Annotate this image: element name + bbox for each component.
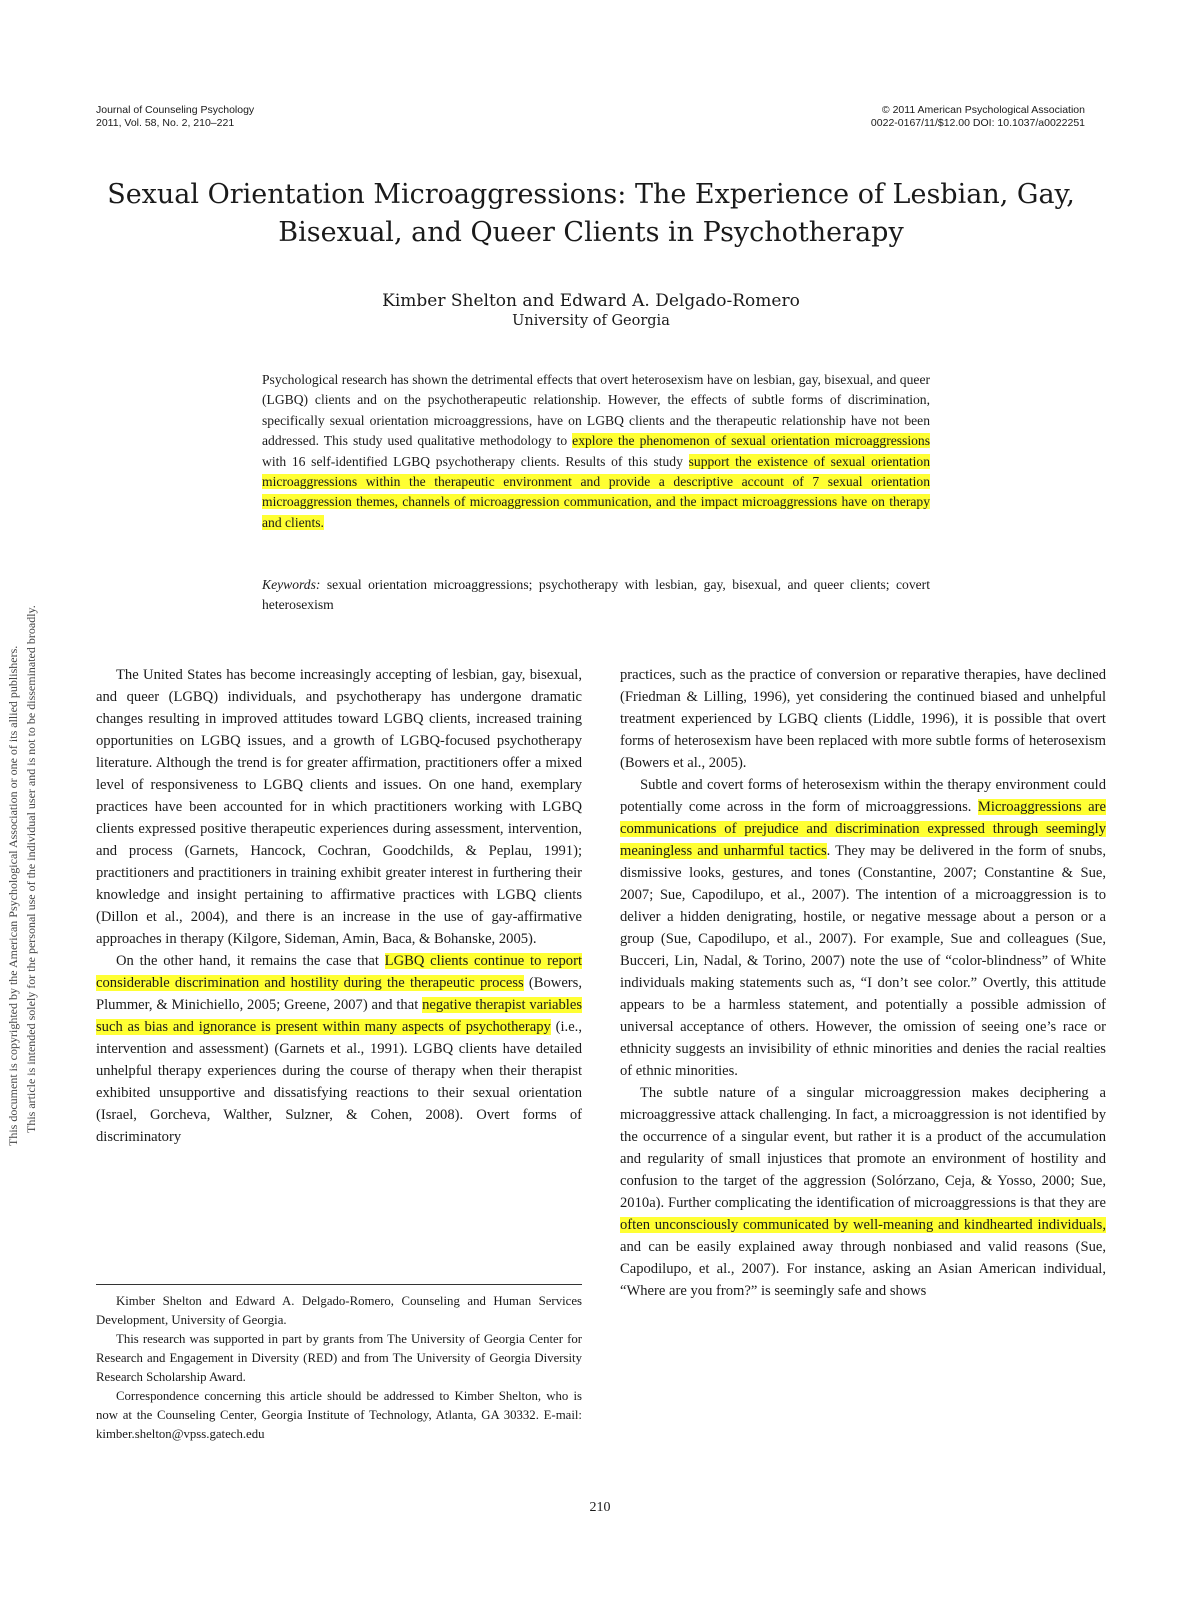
keywords-text: sexual orientation microaggressions; psychotherapy with lesbian, gay, bisexual, and queer clients; covert heterosexism — [262, 577, 930, 613]
body-text: (Bowers, Plummer, & Minichiello, 2005; Greene, 2007) and that — [96, 975, 582, 1013]
journal-volume: 2011, Vol. 58, No. 2, 210–221 — [96, 117, 235, 129]
authors: Kimber Shelton and Edward A. Delgado-Romero — [382, 291, 800, 311]
title-line-2: Bisexual, and Queer Clients in Psychotherapy — [278, 217, 904, 248]
journal-name: Journal of Counseling Psychology — [96, 104, 255, 116]
abstract-text-1: Psychological research has shown the detrimental effects that overt heterosexism have on lesbian, gay, bisexual, and queer (LGBQ) clients and on the psychotherapeutic relationship. However, the effects of subtle forms of discrimination, specifically sexual orientation microaggressions, have on LGBQ clients and the therapeutic relationship have not been addressed. This study used qualitative methodology to — [262, 372, 930, 449]
page-number: 210 — [589, 1500, 611, 1515]
body-text: Subtle and covert forms of heterosexism within the therapy environment could potentially come across in the form of microaggressions. — [620, 777, 1106, 815]
copyright-header — [871, 104, 1085, 130]
highlight: Microaggressions are communications of prejudice and discrimination expressed through seemingly meaningless and unharmful tactics — [620, 799, 1106, 859]
abstract — [262, 370, 930, 533]
keywords — [262, 575, 930, 616]
title-line-1: Sexual Orientation Microaggressions: The Experience of Lesbian, Gay, — [107, 179, 1075, 210]
body-paragraph — [620, 774, 1106, 1082]
highlight: LGBQ clients continue to report considerable discrimination and hostility during the therapeutic process — [96, 953, 582, 991]
abstract-highlight-1: explore the phenomenon of sexual orientation microaggressions — [572, 433, 930, 449]
body-text: The subtle nature of a singular microaggression makes deciphering a microaggressive attack challenging. In fact, a microaggression is not identified by the occurrence of a singular event, but rather it is a product of the accumulation and regularity of small injustices that promote an environment of hostility and confusion to the target of the aggression (Solórzano, Ceja, & Yosso, 2000; Sue, 2010a). Further complicating the identification of microaggressions is that they are — [620, 1085, 1106, 1211]
doi: 0022-0167/11/$12.00 DOI: 10.1037/a0022251 — [870, 117, 1085, 129]
footnote-divider — [96, 1284, 582, 1285]
copyright-notice: © 2011 American Psychological Association — [881, 104, 1085, 116]
footnote: Correspondence concerning this article should be addressed to Kimber Shelton, who is now at the Counseling Center, Georgia Institute of Technology, Atlanta, GA 30332. E-mail: kimber.shelton@vpss.gatech.edu — [96, 1389, 582, 1441]
body-left-column — [96, 664, 582, 1148]
body-text: and can be easily explained away through nonbiased and valid reasons (Sue, Capodilupo, et al., 2007). For instance, asking an Asian American individual, “Where are you from?” is seemingly safe and shows — [620, 1239, 1106, 1299]
article-title — [96, 176, 1086, 252]
side-copyright-note — [0, 0, 38, 1146]
keywords-label: Keywords: — [262, 577, 321, 592]
journal-header — [96, 104, 254, 130]
side-note-line-1: This document is copyrighted by the American Psychological Association or one of its allied publishers. — [6, 645, 20, 1146]
body-right-column — [620, 664, 1106, 1302]
abstract-highlight-2: support the existence of sexual orientation microaggressions within the therapeutic environment and provide a descriptive account of 7 sexual orientation microaggression themes, channels of microaggression communication, and the impact microaggressions have on therapy and clients. — [262, 453, 930, 530]
highlight: often unconsciously communicated by well-meaning and kindhearted individuals, — [620, 1217, 1106, 1233]
affiliation: University of Georgia — [512, 313, 670, 329]
body-text: . They may be delivered in the form of snubs, dismissive looks, gestures, and tones (Constantine, 2007; Constantine & Sue, 2007; Sue, Capodilupo, et al., 2007). The intention of a microaggression is to deliver a hidden denigrating, hostile, or negative message about a person or a group (Sue, Capodilupo, et al., 2007). For example, Sue and colleagues (Sue, Bucceri, Lin, Nadal, & Torino, 2007) note the use of “color-blindness” of White individuals making statements such as, “I don’t see color.” Overtly, this attitude appears to be a harmless statement, and potentially a possible admission of universal acceptance of others. However, the omission of seeing one’s race or ethnicity suggests an invisibility of ethnic minorities and denies the racial realties of ethnic minorities. — [620, 843, 1106, 1079]
side-note-line-2: This article is intended solely for the personal use of the individual user and is not to be disseminated broadly. — [24, 605, 38, 1133]
highlight: negative therapist variables such as bias and ignorance is present within many aspects of psychotherapy — [96, 997, 583, 1035]
footnotes — [96, 1292, 582, 1444]
body-paragraph — [620, 1082, 1106, 1302]
body-paragraph: The United States has become increasingly accepting of lesbian, gay, bisexual, and queer (LGBQ) individuals, and psychotherapy has undergone dramatic changes resulting in improved attitudes toward LGBQ clients, increased training opportunities on LGBQ issues, and a growth of LGBQ-focused psychotherapy literature. Although the trend is for greater affirmation, practitioners offer a mixed level of responsiveness to LGBQ clients and issues. On one hand, exemplary practices have been accounted for in which practitioners working with LGBQ clients expressed positive therapeutic experiences during assessment, intervention, and process (Garnets, Hancock, Cochran, Goodchilds, & Peplau, 1991); practitioners and practitioners in training exhibit greater interest in furthering their knowledge and insight pertaining to affirmative practices with LGBQ clients (Dillon et al., 2004), and there is an increase in the use of gay-affirmative approaches in therapy (Kilgore, Sideman, Amin, Baca, & Bohanske, 2005). — [96, 667, 582, 947]
body-text: On the other hand, it remains the case that — [116, 953, 385, 969]
footnote: This research was supported in part by grants from The University of Georgia Center for Research and Engagement in Diversity (RED) and from The University of Georgia Diversity Research Scholarship Award. — [96, 1332, 582, 1384]
body-text: (i.e., intervention and assessment) (Garnets et al., 1991). LGBQ clients have detailed unhelpful therapy experiences during the course of therapy when their therapist exhibited unsupportive and dissatisfying reactions to their sexual orientation (Israel, Gorcheva, Walther, Sulzner, & Cohen, 2008). Overt forms of discriminatory — [96, 1019, 582, 1145]
body-paragraph — [96, 950, 582, 1148]
body-paragraph: practices, such as the practice of conversion or reparative therapies, have declined (Friedman & Lilling, 1996), yet considering the continued biased and unhelpful treatment experienced by LGBQ clients (Liddle, 1996), it is possible that overt forms of heterosexism have been replaced with more subtle forms of heterosexism (Bowers et al., 2005). — [620, 667, 1106, 771]
footnote: Kimber Shelton and Edward A. Delgado-Romero, Counseling and Human Services Development, University of Georgia. — [96, 1294, 582, 1327]
abstract-text-2: with 16 self-identified LGBQ psychotherapy clients. Results of this study — [262, 453, 689, 469]
